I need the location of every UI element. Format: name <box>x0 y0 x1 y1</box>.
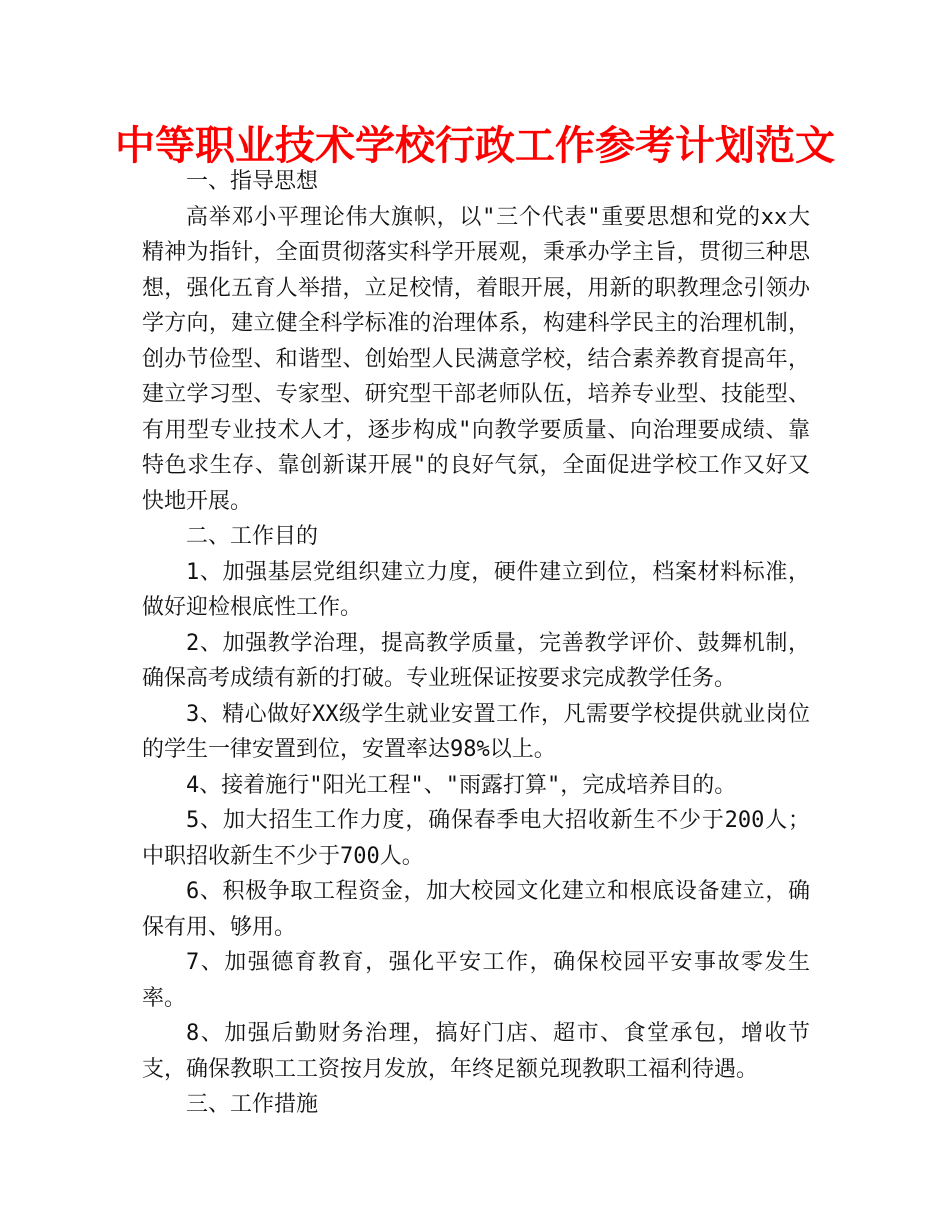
goal-item-7: 7、加强德育教育，强化平安工作，确保校园平安事故零发生率。 <box>142 950 810 1011</box>
section-heading-guiding-ideology: 一、指导思想 <box>186 169 319 194</box>
goal-item-3: 3、精心做好XX级学生就业安置工作，凡需要学校提供就业岗位的学生一律安置到位，安置率达98%以上。 <box>142 701 810 762</box>
document-title: 中等职业技术学校行政工作参考计划范文 <box>115 122 835 169</box>
goal-item-5: 5、加大招生工作力度，确保春季电大招收新生不少于200人；中职招收新生不少于700人。 <box>142 808 810 869</box>
goal-item-4: 4、接着施行"阳光工程"、"雨露打算"，完成培养目的。 <box>186 772 737 798</box>
paragraph-guiding-ideology: 高举邓小平理论伟大旗帜，以"三个代表"重要思想和党的xx大精神为指针，全面贯彻落实科学开展观，秉承办学主旨，贯彻三种思想，强化五育人举措，立足校情，着眼开展，用新的职教理念引领办学方向，建立健全科学标准的治理体系，构建科学民主的治理机制，创办节俭型、和谐型、创始型人民满意学校，结合素养教育提高年，建立学习型、专家型、研究型干部老师队伍，培养专业型、技能型、有用型专业技术人才，逐步构成"向教学要质量、向治理要成绩、靠特色求生存、靠创新谋开展"的良好气氛，全面促进学校工作又好又快地开展。 <box>142 204 810 514</box>
section-heading-work-measures: 三、工作措施 <box>186 1092 319 1117</box>
goal-item-8: 8、加强后勤财务治理，搞好门店、超市、食堂承包，增收节支，确保教职工工资按月发放，年终足额兑现教职工福利待遇。 <box>142 1021 810 1082</box>
goal-item-1: 1、加强基层党组织建立力度，硬件建立到位，档案材料标准，做好迎检根底性工作。 <box>142 559 810 620</box>
document-body <box>142 164 810 1123</box>
section-heading-work-goals: 二、工作目的 <box>186 524 319 549</box>
goal-item-2: 2、加强教学治理，提高教学质量，完善教学评价、鼓舞机制，确保高考成绩有新的打破。专业班保证按要求完成教学任务。 <box>142 630 810 691</box>
goal-item-6: 6、积极争取工程资金，加大校园文化建立和根底设备建立，确保有用、够用。 <box>142 879 810 940</box>
